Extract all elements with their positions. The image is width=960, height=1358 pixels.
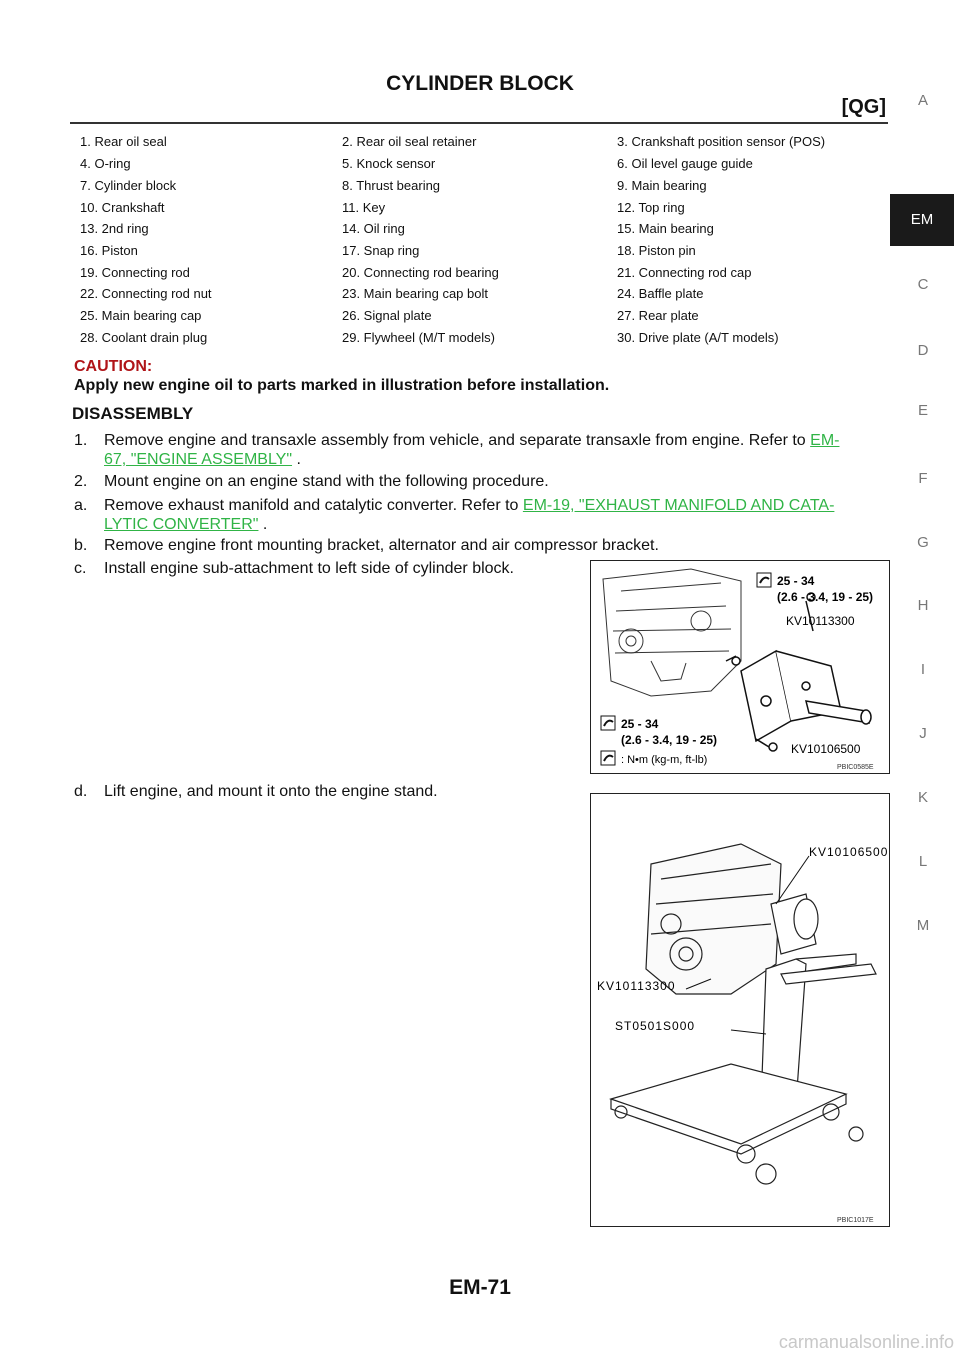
step-2 [74,473,549,491]
section-title: DISASSEMBLY [72,404,194,423]
legend-item: 6. Oil level gauge guide [617,156,753,171]
figure-code: PBIC0585E [837,764,874,771]
legend-item: 25. Main bearing cap [80,308,202,323]
tab-em-active[interactable]: EM [890,194,954,246]
watermark-footer[interactable]: carmanualsonline.info [778,1332,954,1352]
legend-row [80,265,880,286]
legend-item: 15. Main bearing [617,221,714,236]
legend-item: 4. O-ring [80,156,131,171]
torque-icon [757,573,771,587]
step-tail: . [292,451,301,468]
step-d [74,783,438,801]
legend-item: 1. Rear oil seal [80,134,167,149]
step-letter: b. [74,537,88,554]
tab-a[interactable]: A [917,92,928,109]
legend-item: 23. Main bearing cap bolt [342,286,488,301]
link-engine-assembly-cont[interactable]: 67, "ENGINE ASSEMBLY" [104,451,293,468]
tab-k[interactable]: K [917,789,928,806]
figure-sub-attachment [590,560,890,774]
step-b [74,537,659,555]
torque-value: (2.6 - 3.4, 19 - 25) [777,590,874,604]
legend-item: 14. Oil ring [342,221,405,236]
legend-item: 8. Thrust bearing [342,178,441,193]
torque-value: 25 - 34 [621,717,659,731]
legend-item: 3. Crankshaft position sensor (POS) [617,134,826,149]
tab-l[interactable]: L [918,853,928,870]
link-exhaust-manifold-cont[interactable]: LYTIC CONVERTER" [104,516,259,533]
legend-item: 21. Connecting rod cap [617,265,752,280]
step-c [74,560,514,578]
step-letter: c. [74,560,87,577]
torque-value: 25 - 34 [777,574,815,588]
legend-item: 10. Crankshaft [80,200,165,215]
tab-e[interactable]: E [917,402,928,419]
tool-label: KV10106500 [791,742,861,756]
figure-engine-stand [590,793,890,1227]
caution-text: Apply new engine oil to parts marked in illustration before installation. [74,377,610,394]
tool-label: KV10106500 [809,845,889,859]
legend-item: 27. Rear plate [617,308,699,323]
legend-item: 9. Main bearing [617,178,707,193]
legend-item: 5. Knock sensor [342,156,436,171]
step-text: Remove exhaust manifold and catalytic converter. Refer to [104,497,519,514]
page-title: CYLINDER BLOCK [386,72,574,95]
legend-row [80,243,880,264]
legend-item: 13. 2nd ring [80,221,149,236]
step-1 [74,432,839,450]
engine-on-stand-sketch [611,844,876,1184]
tool-label: KV10113300 [597,979,676,993]
step-text: Install engine sub-attachment to left side of cylinder block. [104,560,514,577]
legend-row [80,286,880,307]
step-a [74,497,834,515]
legend-item: 19. Connecting rod [80,265,190,280]
legend-row [80,134,880,155]
sub-attachment-illustration [591,561,889,773]
legend-item: 24. Baffle plate [617,286,704,301]
header-rule [70,122,888,124]
step-1-continued [104,451,301,469]
figure-code: PBIC1017E [837,1217,874,1224]
tab-f[interactable]: F [918,470,928,487]
legend-item: 20. Connecting rod bearing [342,265,499,280]
link-exhaust-manifold[interactable]: EM-19, "EXHAUST MANIFOLD AND CATA- [522,497,835,514]
engine-stand-illustration [591,794,889,1226]
tab-h[interactable]: H [917,597,929,614]
step-a-continued [104,516,267,534]
legend-item: 2. Rear oil seal retainer [342,134,477,149]
legend-item: 26. Signal plate [342,308,432,323]
step-number: 2. [74,473,88,490]
legend-row [80,178,880,199]
legend-item: 29. Flywheel (M/T models) [342,330,495,345]
torque-icon [601,751,615,765]
tab-j[interactable]: J [919,725,927,742]
tab-g[interactable]: G [917,534,929,551]
step-letter: d. [74,783,88,800]
units-legend: : N•m (kg-m, ft-lb) [621,754,708,766]
torque-icon [601,716,615,730]
legend-row [80,156,880,177]
legend-item: 11. Key [342,200,386,215]
legend-item: 28. Coolant drain plug [80,330,208,345]
legend-row [80,221,880,242]
page-number: EM-71 [449,1276,511,1299]
legend-row [80,330,880,351]
tab-i[interactable]: I [920,661,926,678]
legend-item: 17. Snap ring [342,243,420,258]
legend-item: 30. Drive plate (A/T models) [617,330,779,345]
engine-sketch [603,569,741,696]
torque-value: (2.6 - 3.4, 19 - 25) [621,733,718,747]
step-letter: a. [74,497,88,514]
tab-m[interactable]: M [916,917,930,934]
step-text: Lift engine, and mount it onto the engine stand. [104,783,438,800]
step-tail: . [258,516,268,533]
step-number: 1. [74,432,88,449]
legend-item: 16. Piston [80,243,138,258]
step-text: Remove engine and transaxle assembly from vehicle, and separate transaxle from engine. Refer to [104,432,806,449]
tool-label: KV10113300 [786,614,855,628]
legend-item: 7. Cylinder block [80,178,177,193]
legend-item: 12. Top ring [617,200,685,215]
link-engine-assembly[interactable]: EM- [810,432,840,449]
legend-row [80,308,880,329]
legend-row [80,200,880,221]
caution-label: CAUTION: [74,358,153,375]
tab-d[interactable]: D [917,342,929,359]
legend-item: 22. Connecting rod nut [80,286,212,301]
tool-label: ST0501S000 [615,1019,696,1033]
step-text: Mount engine on an engine stand with the following procedure. [104,473,549,490]
step-text: Remove engine front mounting bracket, alternator and air compressor bracket. [104,537,659,554]
tab-c[interactable]: C [917,276,929,293]
page-subtitle: [QG] [841,96,886,118]
legend-item: 18. Piston pin [617,243,696,258]
